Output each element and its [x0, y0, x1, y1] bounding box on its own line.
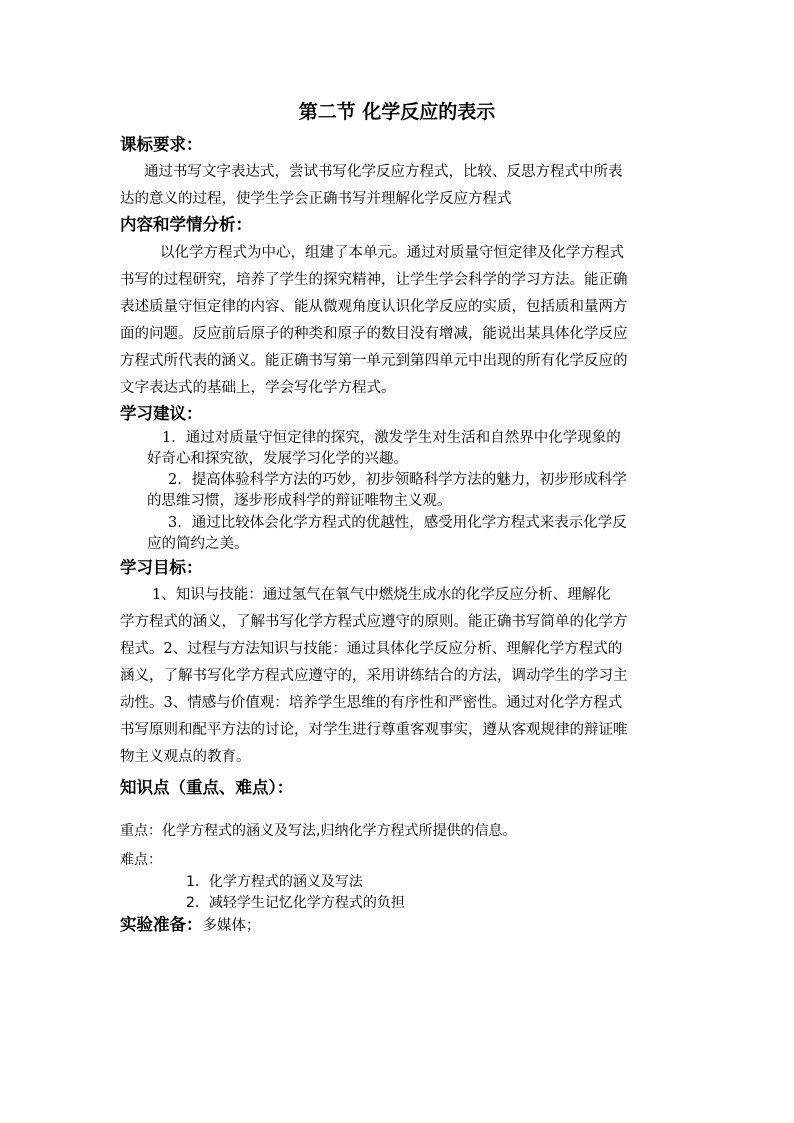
preparation-value: 多媒体；: [202, 918, 261, 934]
analysis-line: 面的问题。反应前后原子的种类和原子的数目没有增减，能说出某具体化学反应: [120, 326, 628, 342]
key-points-heading: 知识点（重点、难点）：: [120, 778, 294, 797]
suggestion-line: 3．通过比较体会化学方程式的优越性，感受用化学方程式来表示化学反: [168, 515, 627, 531]
analysis-line: 方程式所代表的涵义。能正确书写第一单元到第四单元中出现的所有化学反应的: [120, 353, 628, 369]
objective-line: 物主义观点的教育。: [120, 749, 251, 765]
analysis-heading: 内容和学情分析：: [120, 215, 252, 234]
analysis-line: 文字表达式的基础上，学会写化学方程式。: [120, 380, 396, 396]
objective-line: 书写原则和配平方法的讨论，对学生进行尊重客观事实，遵从客观规律的辩证唯: [120, 722, 628, 738]
objective-line: 涵义，了解书写化学方程式应遵守的，采用讲练结合的方法，调动学生的学习主: [120, 668, 628, 684]
objectives-heading: 学习目标：: [120, 558, 203, 577]
objective-line: 动性。3、情感与价值观：培养学生思维的有序性和严密性。通过对化学方程式: [120, 695, 623, 711]
key-point-line: 重点：化学方程式的涵义及写法,归纳化学方程式所提供的信息。: [120, 823, 517, 839]
curriculum-line: 通过书写文字表达式，尝试书写化学反应方程式，比较、反思方程式中所表: [144, 164, 623, 180]
difficulty-item: 1．化学方程式的涵义及写法: [186, 874, 363, 890]
suggestion-line: 1．通过对质量守恒定律的探究，激发学生对生活和自然界中化学现象的: [162, 430, 621, 446]
difficulty-item: 2．减轻学生记忆化学方程式的负担: [186, 895, 405, 911]
objective-line: 程式。2、过程与方法知识与技能：通过具体化学反应分析、理解化学方程式的: [120, 641, 623, 657]
suggestion-line: 的思维习惯，逐步形成科学的辩证唯物主义观。: [147, 493, 452, 509]
objective-line: 1、知识与技能：通过氢气在氧气中燃烧生成水的化学反应分析、理解化: [152, 587, 611, 603]
suggestions-heading: 学习建议：: [120, 404, 203, 423]
objective-line: 学方程式的涵义，了解书写化学方程式应遵守的原则。能正确书写简单的化学方: [120, 614, 628, 630]
suggestion-line: 2．提高体验科学方法的巧妙，初步领略科学方法的魅力，初步形成科学: [168, 472, 627, 488]
analysis-line: 表述质量守恒定律的内容、能从微观角度认识化学反应的实质，包括质和量两方: [120, 299, 628, 315]
suggestion-line: 好奇心和探究欲，发展学习化学的兴趣。: [147, 451, 408, 467]
difficulty-label: 难点：: [120, 852, 162, 868]
suggestion-line: 应的简约之美。: [147, 536, 249, 552]
preparation-row: [120, 914, 261, 937]
analysis-line: 书写的过程研究，培养了学生的探究精神，让学生学会科学的学习方法。能正确: [120, 272, 628, 288]
analysis-line: 以化学方程式为中心，组建了本单元。通过对质量守恒定律及化学方程式: [160, 245, 624, 261]
preparation-heading: 实验准备：: [120, 915, 203, 934]
curriculum-heading: 课标要求：: [120, 135, 203, 154]
curriculum-line: 达的意义的过程，使学生学会正确书写并理解化学反应方程式: [120, 191, 512, 207]
page-title: 第二节 化学反应的表示: [298, 101, 496, 123]
